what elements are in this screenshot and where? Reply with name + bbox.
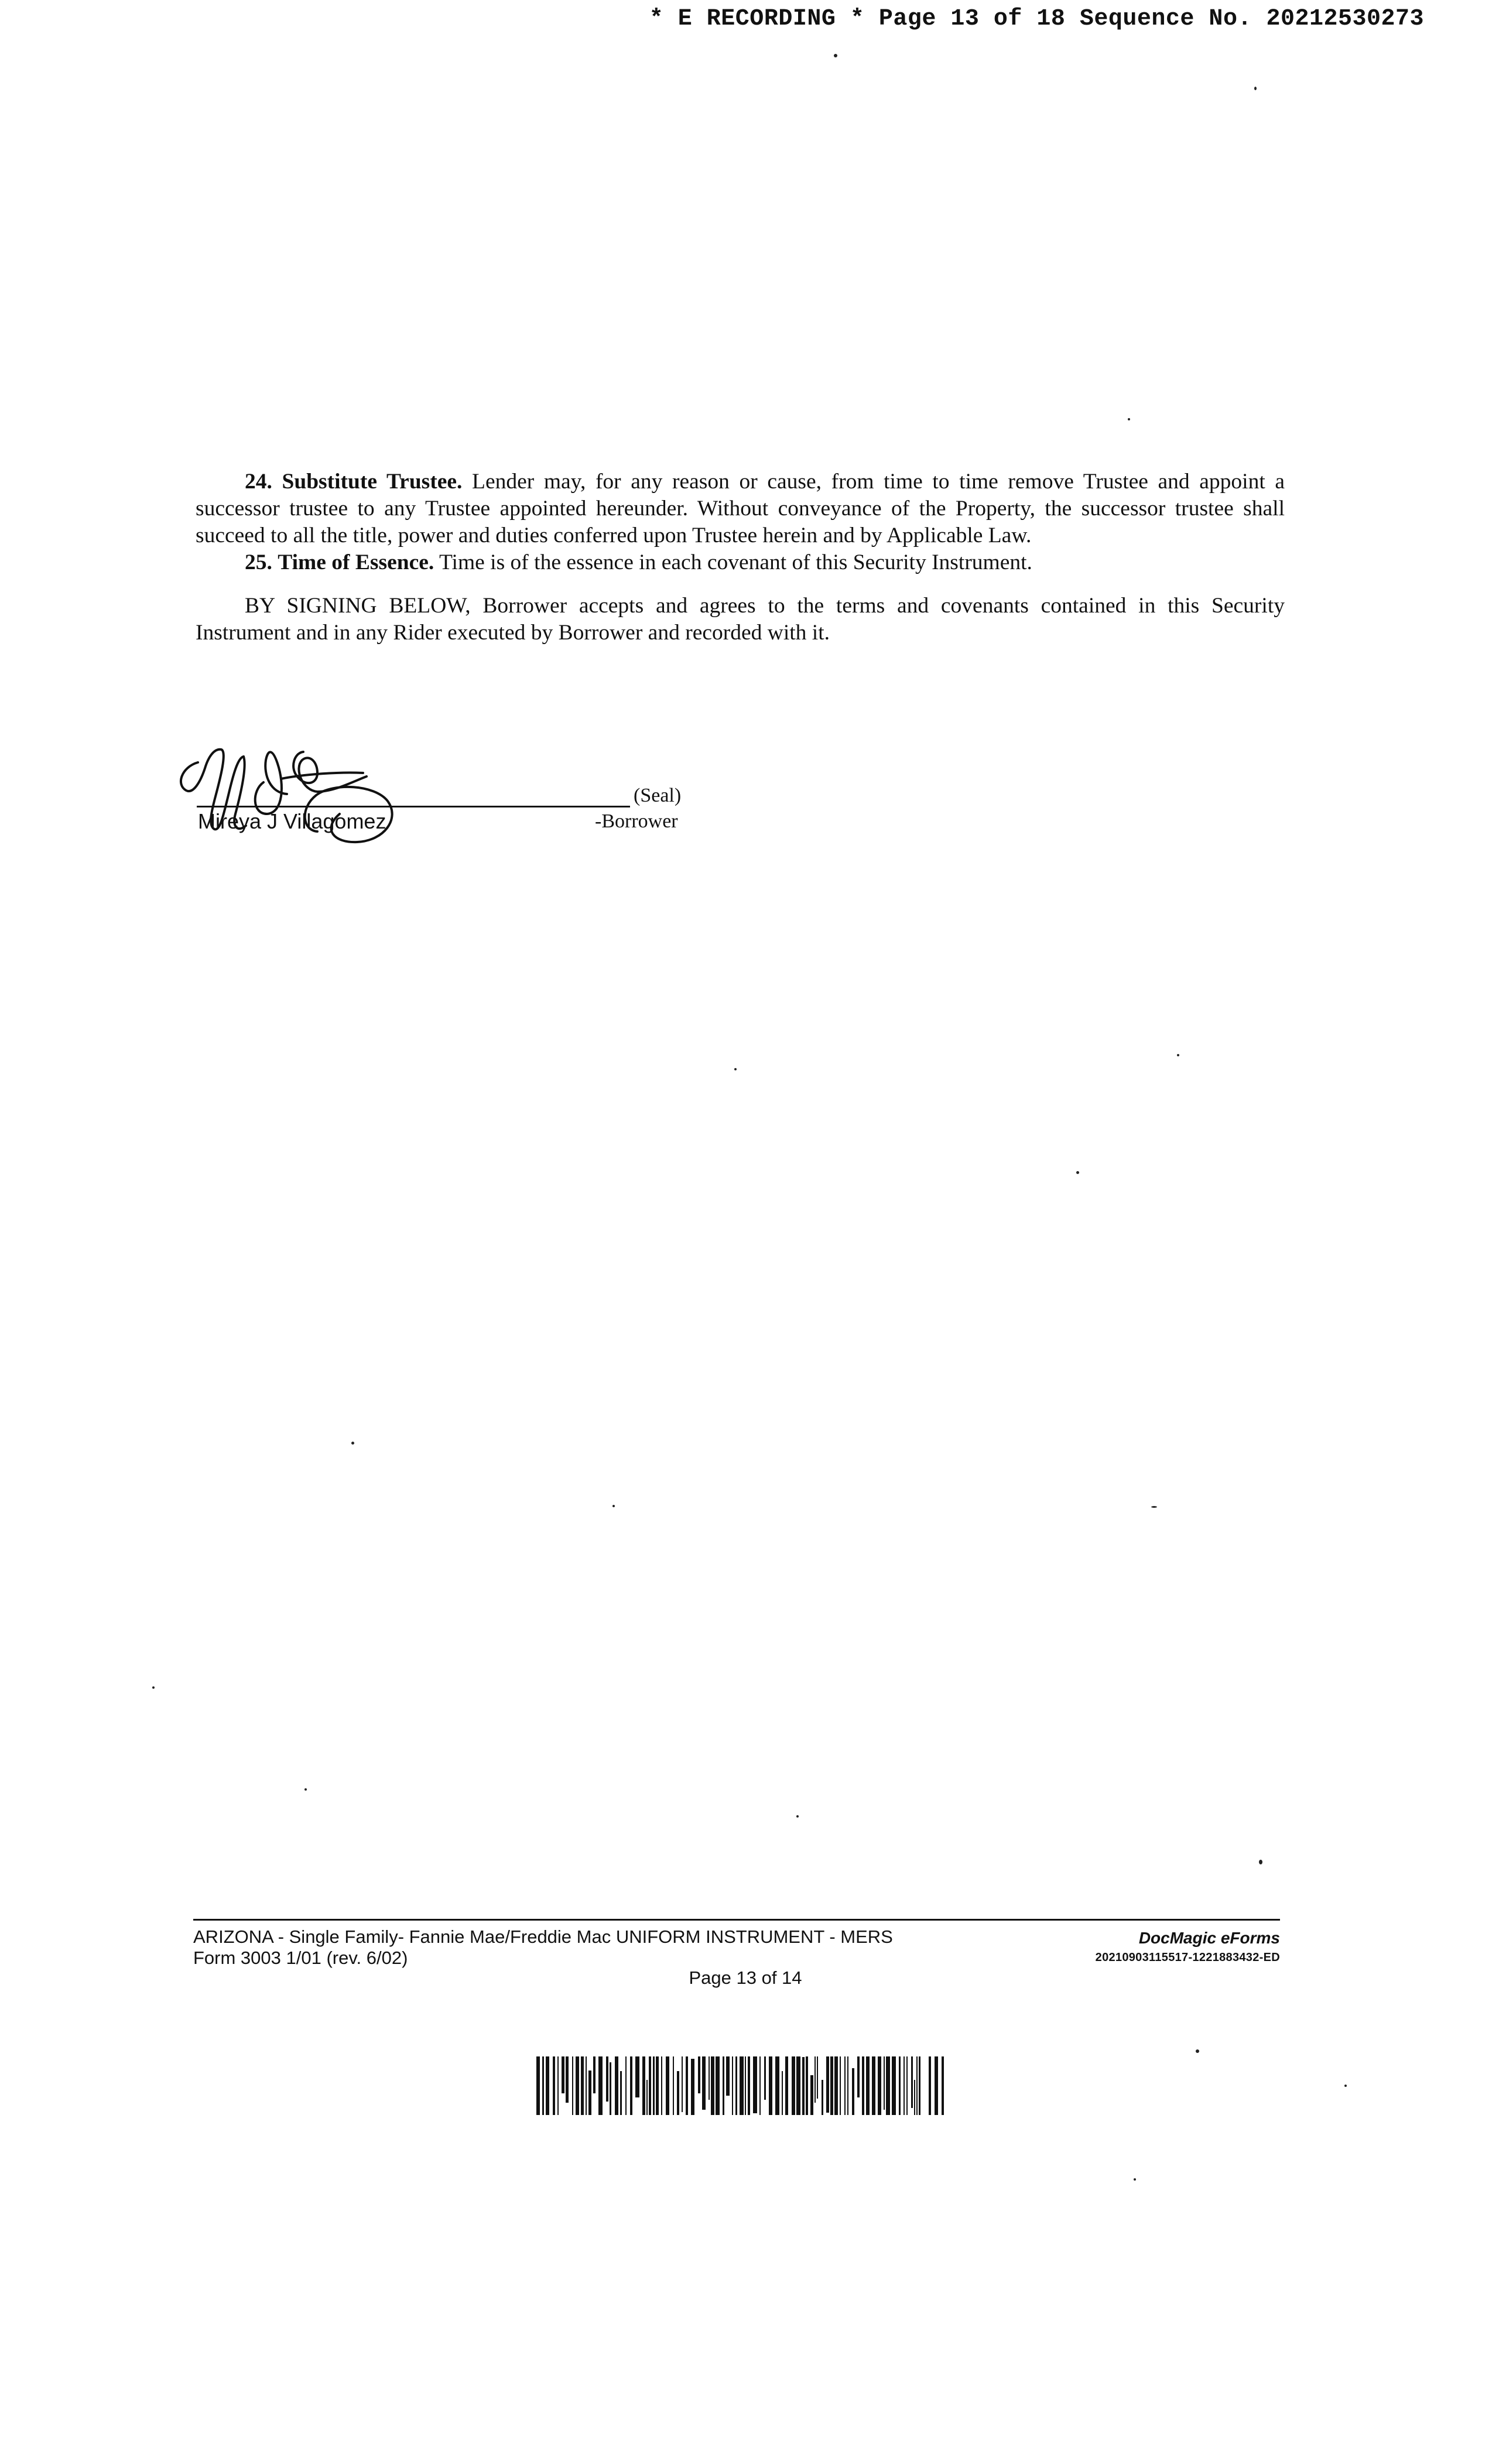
scan-speck — [304, 1788, 307, 1791]
scan-speck — [1076, 1171, 1079, 1174]
docmagic-logo: DocMagic eForms — [1138, 1929, 1280, 1947]
page-number: Page 13 of 14 — [689, 1967, 802, 1988]
scan-speck — [734, 1068, 737, 1070]
scan-speck — [1254, 87, 1257, 90]
scan-speck — [1128, 418, 1130, 420]
section-24-number: 24. — [245, 470, 272, 494]
form-line-2: Form 3003 1/01 (rev. 6/02) — [193, 1948, 408, 1968]
barcode-image — [536, 2056, 946, 2115]
section-25-number: 25. — [245, 550, 272, 574]
scan-speck — [1151, 1506, 1157, 1508]
vendor-mark — [1096, 1929, 1280, 1965]
recording-stamp: * E RECORDING * Page 13 of 18 Sequence No. 20212530273 — [649, 6, 1424, 32]
scan-speck — [1344, 2085, 1347, 2087]
scan-speck — [834, 54, 837, 57]
document-body — [196, 468, 1285, 646]
scan-speck — [1196, 2049, 1199, 2053]
document-id: 20210903115517-1221883432-ED — [1095, 1951, 1280, 1964]
section-25 — [196, 549, 1285, 576]
seal-label: (Seal) — [634, 785, 682, 806]
scan-speck — [1177, 1054, 1179, 1056]
borrower-name: Mireya J Villagomez — [198, 809, 386, 833]
section-24 — [196, 468, 1285, 549]
scan-speck — [796, 1815, 799, 1818]
scan-speck — [351, 1442, 354, 1445]
form-line-1: ARIZONA - Single Family- Fannie Mae/Freddie Mac UNIFORM INSTRUMENT - MERS — [193, 1926, 893, 1947]
section-24-text: Lender may, for any reason or cause, from time to time remove Trustee and appoint a successor trustee to any Trustee appointed hereunder. Without conveyance of the Property, the successor trustee shall succeed to all the title, power and duties conferred upon Trustee herein and by Applicable Law. — [196, 470, 1285, 547]
scan-speck — [1259, 1860, 1262, 1864]
signature-line — [197, 806, 630, 807]
scan-speck — [152, 1686, 155, 1689]
form-footer — [193, 1919, 1280, 1988]
section-24-heading: Substitute Trustee. — [282, 470, 463, 494]
form-identification — [193, 1926, 893, 1969]
signing-statement: BY SIGNING BELOW, Borrower accepts and agrees to the terms and covenants contained in this Security Instrument and in any Rider executed by Borrower and recorded with it. — [196, 594, 1285, 645]
signature-block — [164, 726, 750, 855]
scan-speck — [612, 1505, 615, 1507]
scan-speck — [1134, 2178, 1136, 2181]
section-25-heading: Time of Essence. — [278, 550, 434, 574]
section-25-text: Time is of the essence in each covenant of this Security Instrument. — [439, 550, 1032, 574]
borrower-role-label: -Borrower — [595, 810, 678, 832]
